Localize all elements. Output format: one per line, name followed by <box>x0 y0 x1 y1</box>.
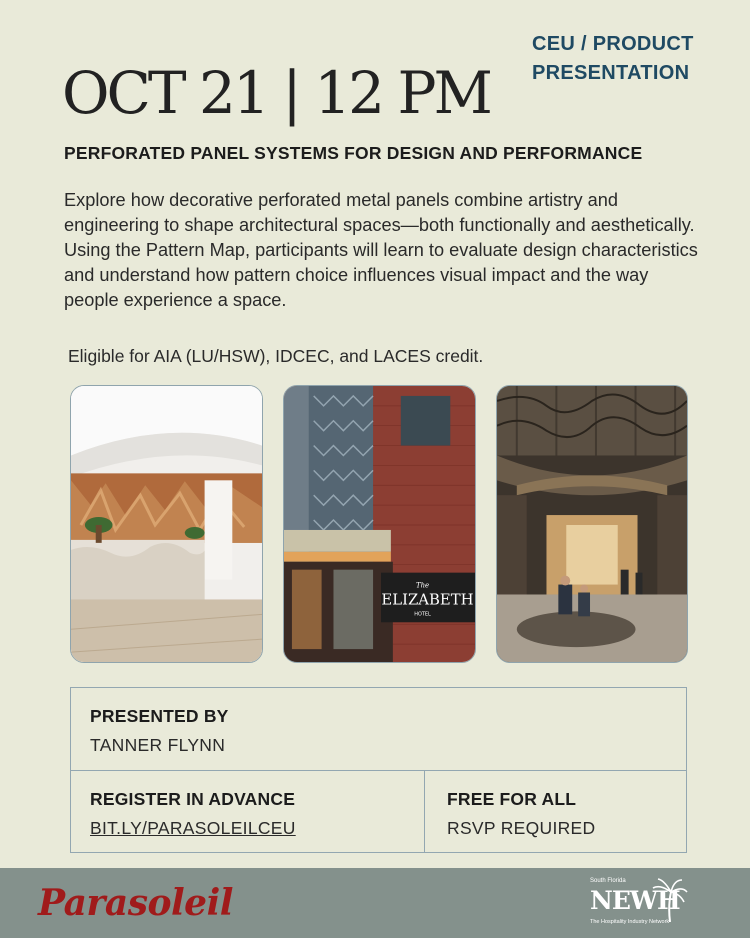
palm-tree-icon <box>652 878 688 922</box>
presenter-name: TANNER FLYNN <box>90 735 226 755</box>
newh-name: NEWH <box>590 886 680 915</box>
event-type-line2: PRESENTATION <box>532 62 690 84</box>
event-type <box>532 30 712 88</box>
newh-region: South Florida <box>590 878 626 884</box>
parasoleil-logo: Parasoleil <box>38 882 233 924</box>
event-description: Explore how decorative perforated metal panels combine artistry and engineering to shape architectural spaces—both functionally and aesthetically. Using the Pattern Map, participants will learn to evaluate design characteristics and understand how pattern choice influences visual impact and the way people experience a space. <box>64 190 698 310</box>
hotel-sign-name: ELIZABETH <box>381 590 474 609</box>
newh-tagline: The Hospitality Industry Network <box>590 919 670 925</box>
lobby-photo <box>70 385 263 663</box>
credit-note: Eligible for AIA (LU/HSW), IDCEC, and LACES credit. <box>68 346 484 366</box>
event-date: OCT 21 | 12 PM <box>62 59 490 127</box>
pricing-label: FREE FOR ALL <box>447 789 577 809</box>
corridor-photo <box>496 385 688 663</box>
event-type-line1: CEU / PRODUCT <box>532 33 694 55</box>
hotel-sign-hotel: HOTEL <box>414 611 431 618</box>
event-details-box <box>70 687 687 853</box>
register-section <box>71 771 425 852</box>
register-label: REGISTER IN ADVANCE <box>90 789 296 809</box>
register-link[interactable]: BIT.LY/PARASOLEILCEU <box>90 818 296 838</box>
pricing-section <box>425 771 687 852</box>
rsvp-note: RSVP REQUIRED <box>447 818 596 838</box>
event-title: PERFORATED PANEL SYSTEMS FOR DESIGN AND PERFORMANCE <box>64 143 643 163</box>
hotel-sign-the: The <box>415 581 430 590</box>
presenter-section <box>71 688 686 771</box>
newh-logo <box>590 878 690 934</box>
hotel-facade-photo <box>283 385 476 663</box>
presenter-label: PRESENTED BY <box>90 706 229 726</box>
footer-bar <box>0 868 750 938</box>
